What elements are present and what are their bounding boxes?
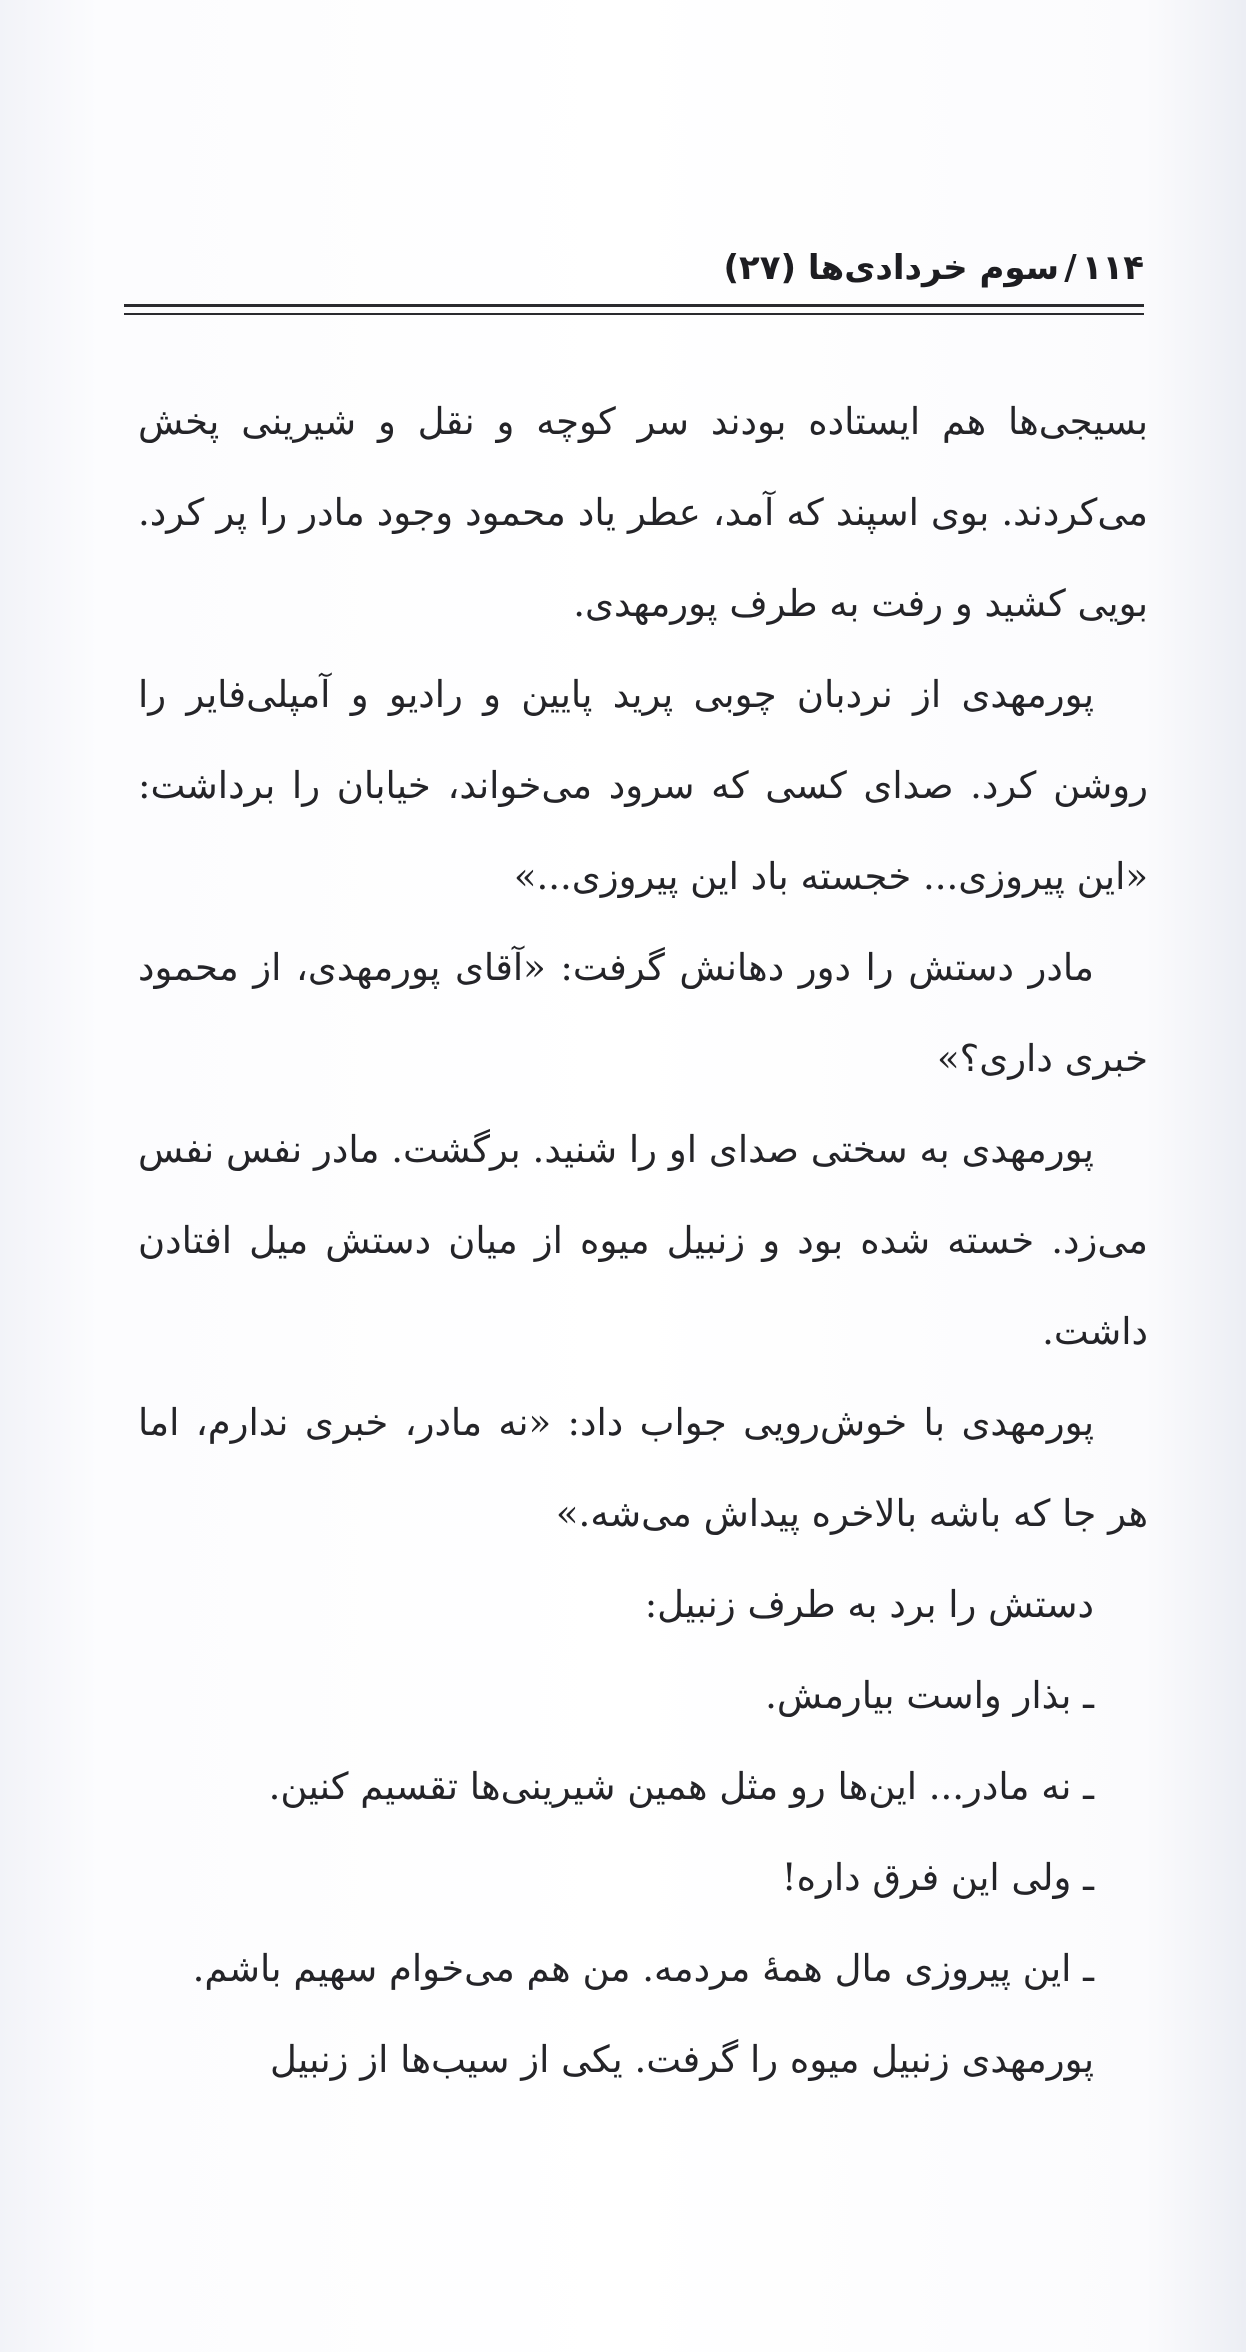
paragraph: دستش را برد به طرف زنبیل:: [644, 1583, 1094, 1626]
paragraph: مادر دستش را دور دهانش گرفت: «آقای پورمهدی، از محمود خبری داری؟»: [138, 946, 1148, 1080]
page-number: ۱۱۴: [1081, 248, 1144, 288]
running-header: [120, 242, 1144, 294]
dialog-line: ـ ولی این فرق داره!: [781, 1856, 1094, 1899]
paragraph: پورمهدی به سختی صدای او را شنید. برگشت. مادر نفس نفس می‌زد. خسته شده بود و زنبیل میوه از میان دستش میل افتادن داشت.: [138, 1128, 1148, 1353]
header-rule-thin: [124, 313, 1144, 315]
dialog-line: ـ بذار واست بیارمش.: [765, 1674, 1094, 1717]
book-title: سوم خردادی‌ها (۲۷): [723, 248, 1060, 288]
body-text: [138, 376, 1148, 2105]
dialog-line: ـ نه مادر... این‌ها رو مثل همین شیرینی‌ها تقسیم کنین.: [268, 1765, 1094, 1808]
header-rule-thick: [124, 304, 1144, 307]
paragraph: پورمهدی از نردبان چوبی پرید پایین و رادیو و آمپلی‌فایر را روشن کرد. صدای کسی که سرود می‌خواند، خیابان را برداشت: «این پیروزی... خجسته باد این پیروزی...»: [138, 673, 1148, 898]
header-separator: /: [1064, 248, 1077, 288]
paragraph: پورمهدی زنبیل میوه را گرفت. یکی از سیب‌ها از زنبیل: [269, 2038, 1094, 2081]
paragraph: بسیجی‌ها هم ایستاده بودند سر کوچه و نقل و شیرینی پخش می‌کردند. بوی اسپند که آمد، عطر یاد محمود وجود مادر را پر کرد. بویی کشید و رفت به طرف پورمهدی.: [138, 400, 1148, 625]
dialog-line: ـ این پیروزی مال همهٔ مردمه. من هم می‌خوام سهیم باشم.: [192, 1947, 1094, 1990]
paragraph: پورمهدی با خوش‌رویی جواب داد: «نه مادر، خبری ندارم، اما هر جا که باشه بالاخره پیداش می‌شه.»: [138, 1401, 1148, 1535]
